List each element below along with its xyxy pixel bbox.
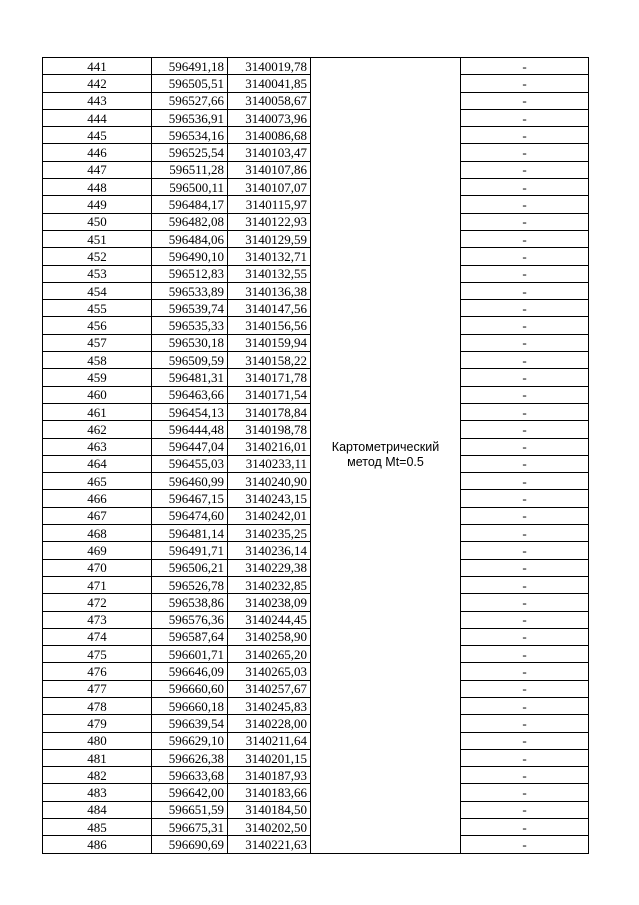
point-number-cell: 477 <box>43 680 152 697</box>
mark-cell: - <box>461 127 589 144</box>
mark-cell: - <box>461 75 589 92</box>
mark-cell: - <box>461 455 589 472</box>
y-coordinate-cell: 3140265,03 <box>228 663 311 680</box>
y-coordinate-cell: 3140211,64 <box>228 732 311 749</box>
y-coordinate-cell: 3140115,97 <box>228 196 311 213</box>
x-coordinate-cell: 596484,06 <box>152 230 228 247</box>
y-coordinate-cell: 3140107,07 <box>228 179 311 196</box>
y-coordinate-cell: 3140201,15 <box>228 749 311 766</box>
point-number-cell: 473 <box>43 611 152 628</box>
y-coordinate-cell: 3140178,84 <box>228 403 311 420</box>
point-number-cell: 447 <box>43 161 152 178</box>
point-number-cell: 445 <box>43 127 152 144</box>
x-coordinate-cell: 596491,18 <box>152 58 228 75</box>
mark-cell: - <box>461 403 589 420</box>
x-coordinate-cell: 596530,18 <box>152 334 228 351</box>
y-coordinate-cell: 3140232,85 <box>228 576 311 593</box>
y-coordinate-cell: 3140073,96 <box>228 109 311 126</box>
mark-cell: - <box>461 525 589 542</box>
x-coordinate-cell: 596481,14 <box>152 525 228 542</box>
mark-cell: - <box>461 230 589 247</box>
x-coordinate-cell: 596646,09 <box>152 663 228 680</box>
mark-cell: - <box>461 248 589 265</box>
y-coordinate-cell: 3140158,22 <box>228 352 311 369</box>
x-coordinate-cell: 596482,08 <box>152 213 228 230</box>
y-coordinate-cell: 3140019,78 <box>228 58 311 75</box>
mark-cell: - <box>461 179 589 196</box>
mark-cell: - <box>461 92 589 109</box>
y-coordinate-cell: 3140243,15 <box>228 490 311 507</box>
point-number-cell: 441 <box>43 58 152 75</box>
y-coordinate-cell: 3140235,25 <box>228 525 311 542</box>
mark-cell: - <box>461 334 589 351</box>
y-coordinate-cell: 3140184,50 <box>228 801 311 818</box>
point-number-cell: 470 <box>43 559 152 576</box>
x-coordinate-cell: 596490,10 <box>152 248 228 265</box>
point-number-cell: 479 <box>43 715 152 732</box>
y-coordinate-cell: 3140107,86 <box>228 161 311 178</box>
point-number-cell: 451 <box>43 230 152 247</box>
mark-cell: - <box>461 473 589 490</box>
point-number-cell: 476 <box>43 663 152 680</box>
y-coordinate-cell: 3140240,90 <box>228 473 311 490</box>
y-coordinate-cell: 3140257,67 <box>228 680 311 697</box>
point-number-cell: 481 <box>43 749 152 766</box>
mark-cell: - <box>461 767 589 784</box>
point-number-cell: 469 <box>43 542 152 559</box>
point-number-cell: 475 <box>43 646 152 663</box>
mark-cell: - <box>461 646 589 663</box>
point-number-cell: 468 <box>43 525 152 542</box>
x-coordinate-cell: 596447,04 <box>152 438 228 455</box>
y-coordinate-cell: 3140228,00 <box>228 715 311 732</box>
point-number-cell: 463 <box>43 438 152 455</box>
point-number-cell: 446 <box>43 144 152 161</box>
mark-cell: - <box>461 438 589 455</box>
point-number-cell: 461 <box>43 403 152 420</box>
y-coordinate-cell: 3140187,93 <box>228 767 311 784</box>
y-coordinate-cell: 3140058,67 <box>228 92 311 109</box>
x-coordinate-cell: 596651,59 <box>152 801 228 818</box>
x-coordinate-cell: 596491,71 <box>152 542 228 559</box>
point-number-cell: 471 <box>43 576 152 593</box>
point-number-cell: 453 <box>43 265 152 282</box>
y-coordinate-cell: 3140229,38 <box>228 559 311 576</box>
y-coordinate-cell: 3140156,56 <box>228 317 311 334</box>
x-coordinate-cell: 596467,15 <box>152 490 228 507</box>
point-number-cell: 484 <box>43 801 152 818</box>
x-coordinate-cell: 596660,60 <box>152 680 228 697</box>
mark-cell: - <box>461 819 589 836</box>
x-coordinate-cell: 596511,28 <box>152 161 228 178</box>
point-number-cell: 462 <box>43 421 152 438</box>
y-coordinate-cell: 3140238,09 <box>228 594 311 611</box>
x-coordinate-cell: 596525,54 <box>152 144 228 161</box>
y-coordinate-cell: 3140129,59 <box>228 230 311 247</box>
y-coordinate-cell: 3140233,11 <box>228 455 311 472</box>
y-coordinate-cell: 3140159,94 <box>228 334 311 351</box>
y-coordinate-cell: 3140041,85 <box>228 75 311 92</box>
mark-cell: - <box>461 317 589 334</box>
mark-cell: - <box>461 784 589 801</box>
point-number-cell: 456 <box>43 317 152 334</box>
point-number-cell: 452 <box>43 248 152 265</box>
x-coordinate-cell: 596675,31 <box>152 819 228 836</box>
y-coordinate-cell: 3140171,78 <box>228 369 311 386</box>
y-coordinate-cell: 3140245,83 <box>228 697 311 714</box>
x-coordinate-cell: 596660,18 <box>152 697 228 714</box>
point-number-cell: 472 <box>43 594 152 611</box>
mark-cell: - <box>461 196 589 213</box>
x-coordinate-cell: 596633,68 <box>152 767 228 784</box>
point-number-cell: 474 <box>43 628 152 645</box>
mark-cell: - <box>461 369 589 386</box>
mark-cell: - <box>461 144 589 161</box>
mark-cell: - <box>461 542 589 559</box>
point-number-cell: 450 <box>43 213 152 230</box>
mark-cell: - <box>461 265 589 282</box>
x-coordinate-cell: 596539,74 <box>152 300 228 317</box>
x-coordinate-cell: 596527,66 <box>152 92 228 109</box>
x-coordinate-cell: 596444,48 <box>152 421 228 438</box>
x-coordinate-cell: 596533,89 <box>152 282 228 299</box>
point-number-cell: 466 <box>43 490 152 507</box>
x-coordinate-cell: 596463,66 <box>152 386 228 403</box>
point-number-cell: 486 <box>43 836 152 853</box>
mark-cell: - <box>461 663 589 680</box>
table-row <box>43 58 589 75</box>
mark-cell: - <box>461 836 589 853</box>
point-number-cell: 483 <box>43 784 152 801</box>
x-coordinate-cell: 596455,03 <box>152 455 228 472</box>
mark-cell: - <box>461 490 589 507</box>
y-coordinate-cell: 3140171,54 <box>228 386 311 403</box>
coordinates-table <box>42 57 589 854</box>
point-number-cell: 458 <box>43 352 152 369</box>
mark-cell: - <box>461 697 589 714</box>
y-coordinate-cell: 3140183,66 <box>228 784 311 801</box>
x-coordinate-cell: 596460,99 <box>152 473 228 490</box>
point-number-cell: 443 <box>43 92 152 109</box>
point-number-cell: 454 <box>43 282 152 299</box>
mark-cell: - <box>461 801 589 818</box>
mark-cell: - <box>461 576 589 593</box>
y-coordinate-cell: 3140132,71 <box>228 248 311 265</box>
x-coordinate-cell: 596601,71 <box>152 646 228 663</box>
y-coordinate-cell: 3140244,45 <box>228 611 311 628</box>
mark-cell: - <box>461 213 589 230</box>
y-coordinate-cell: 3140265,20 <box>228 646 311 663</box>
x-coordinate-cell: 596534,16 <box>152 127 228 144</box>
y-coordinate-cell: 3140086,68 <box>228 127 311 144</box>
mark-cell: - <box>461 58 589 75</box>
point-number-cell: 467 <box>43 507 152 524</box>
y-coordinate-cell: 3140103,47 <box>228 144 311 161</box>
mark-cell: - <box>461 594 589 611</box>
x-coordinate-cell: 596481,31 <box>152 369 228 386</box>
x-coordinate-cell: 596509,59 <box>152 352 228 369</box>
point-number-cell: 460 <box>43 386 152 403</box>
coordinates-table-body <box>43 58 589 854</box>
point-number-cell: 442 <box>43 75 152 92</box>
mark-cell: - <box>461 749 589 766</box>
method-cell: Картометрический метод Mt=0.5 <box>311 58 461 854</box>
mark-cell: - <box>461 611 589 628</box>
y-coordinate-cell: 3140242,01 <box>228 507 311 524</box>
x-coordinate-cell: 596454,13 <box>152 403 228 420</box>
x-coordinate-cell: 596587,64 <box>152 628 228 645</box>
y-coordinate-cell: 3140122,93 <box>228 213 311 230</box>
y-coordinate-cell: 3140132,55 <box>228 265 311 282</box>
x-coordinate-cell: 596500,11 <box>152 179 228 196</box>
mark-cell: - <box>461 161 589 178</box>
x-coordinate-cell: 596512,83 <box>152 265 228 282</box>
mark-cell: - <box>461 628 589 645</box>
mark-cell: - <box>461 300 589 317</box>
point-number-cell: 465 <box>43 473 152 490</box>
y-coordinate-cell: 3140216,01 <box>228 438 311 455</box>
point-number-cell: 444 <box>43 109 152 126</box>
mark-cell: - <box>461 109 589 126</box>
x-coordinate-cell: 596484,17 <box>152 196 228 213</box>
x-coordinate-cell: 596690,69 <box>152 836 228 853</box>
x-coordinate-cell: 596629,10 <box>152 732 228 749</box>
x-coordinate-cell: 596535,33 <box>152 317 228 334</box>
mark-cell: - <box>461 352 589 369</box>
mark-cell: - <box>461 732 589 749</box>
mark-cell: - <box>461 421 589 438</box>
y-coordinate-cell: 3140198,78 <box>228 421 311 438</box>
mark-cell: - <box>461 715 589 732</box>
point-number-cell: 464 <box>43 455 152 472</box>
y-coordinate-cell: 3140258,90 <box>228 628 311 645</box>
point-number-cell: 482 <box>43 767 152 784</box>
x-coordinate-cell: 596626,38 <box>152 749 228 766</box>
y-coordinate-cell: 3140147,56 <box>228 300 311 317</box>
x-coordinate-cell: 596474,60 <box>152 507 228 524</box>
x-coordinate-cell: 596505,51 <box>152 75 228 92</box>
point-number-cell: 457 <box>43 334 152 351</box>
x-coordinate-cell: 596576,36 <box>152 611 228 628</box>
point-number-cell: 455 <box>43 300 152 317</box>
point-number-cell: 449 <box>43 196 152 213</box>
x-coordinate-cell: 596639,54 <box>152 715 228 732</box>
mark-cell: - <box>461 386 589 403</box>
mark-cell: - <box>461 507 589 524</box>
x-coordinate-cell: 596526,78 <box>152 576 228 593</box>
y-coordinate-cell: 3140202,50 <box>228 819 311 836</box>
mark-cell: - <box>461 680 589 697</box>
x-coordinate-cell: 596538,86 <box>152 594 228 611</box>
y-coordinate-cell: 3140136,38 <box>228 282 311 299</box>
x-coordinate-cell: 596506,21 <box>152 559 228 576</box>
x-coordinate-cell: 596642,00 <box>152 784 228 801</box>
y-coordinate-cell: 3140221,63 <box>228 836 311 853</box>
y-coordinate-cell: 3140236,14 <box>228 542 311 559</box>
mark-cell: - <box>461 282 589 299</box>
point-number-cell: 485 <box>43 819 152 836</box>
mark-cell: - <box>461 559 589 576</box>
point-number-cell: 448 <box>43 179 152 196</box>
point-number-cell: 480 <box>43 732 152 749</box>
point-number-cell: 478 <box>43 697 152 714</box>
x-coordinate-cell: 596536,91 <box>152 109 228 126</box>
point-number-cell: 459 <box>43 369 152 386</box>
